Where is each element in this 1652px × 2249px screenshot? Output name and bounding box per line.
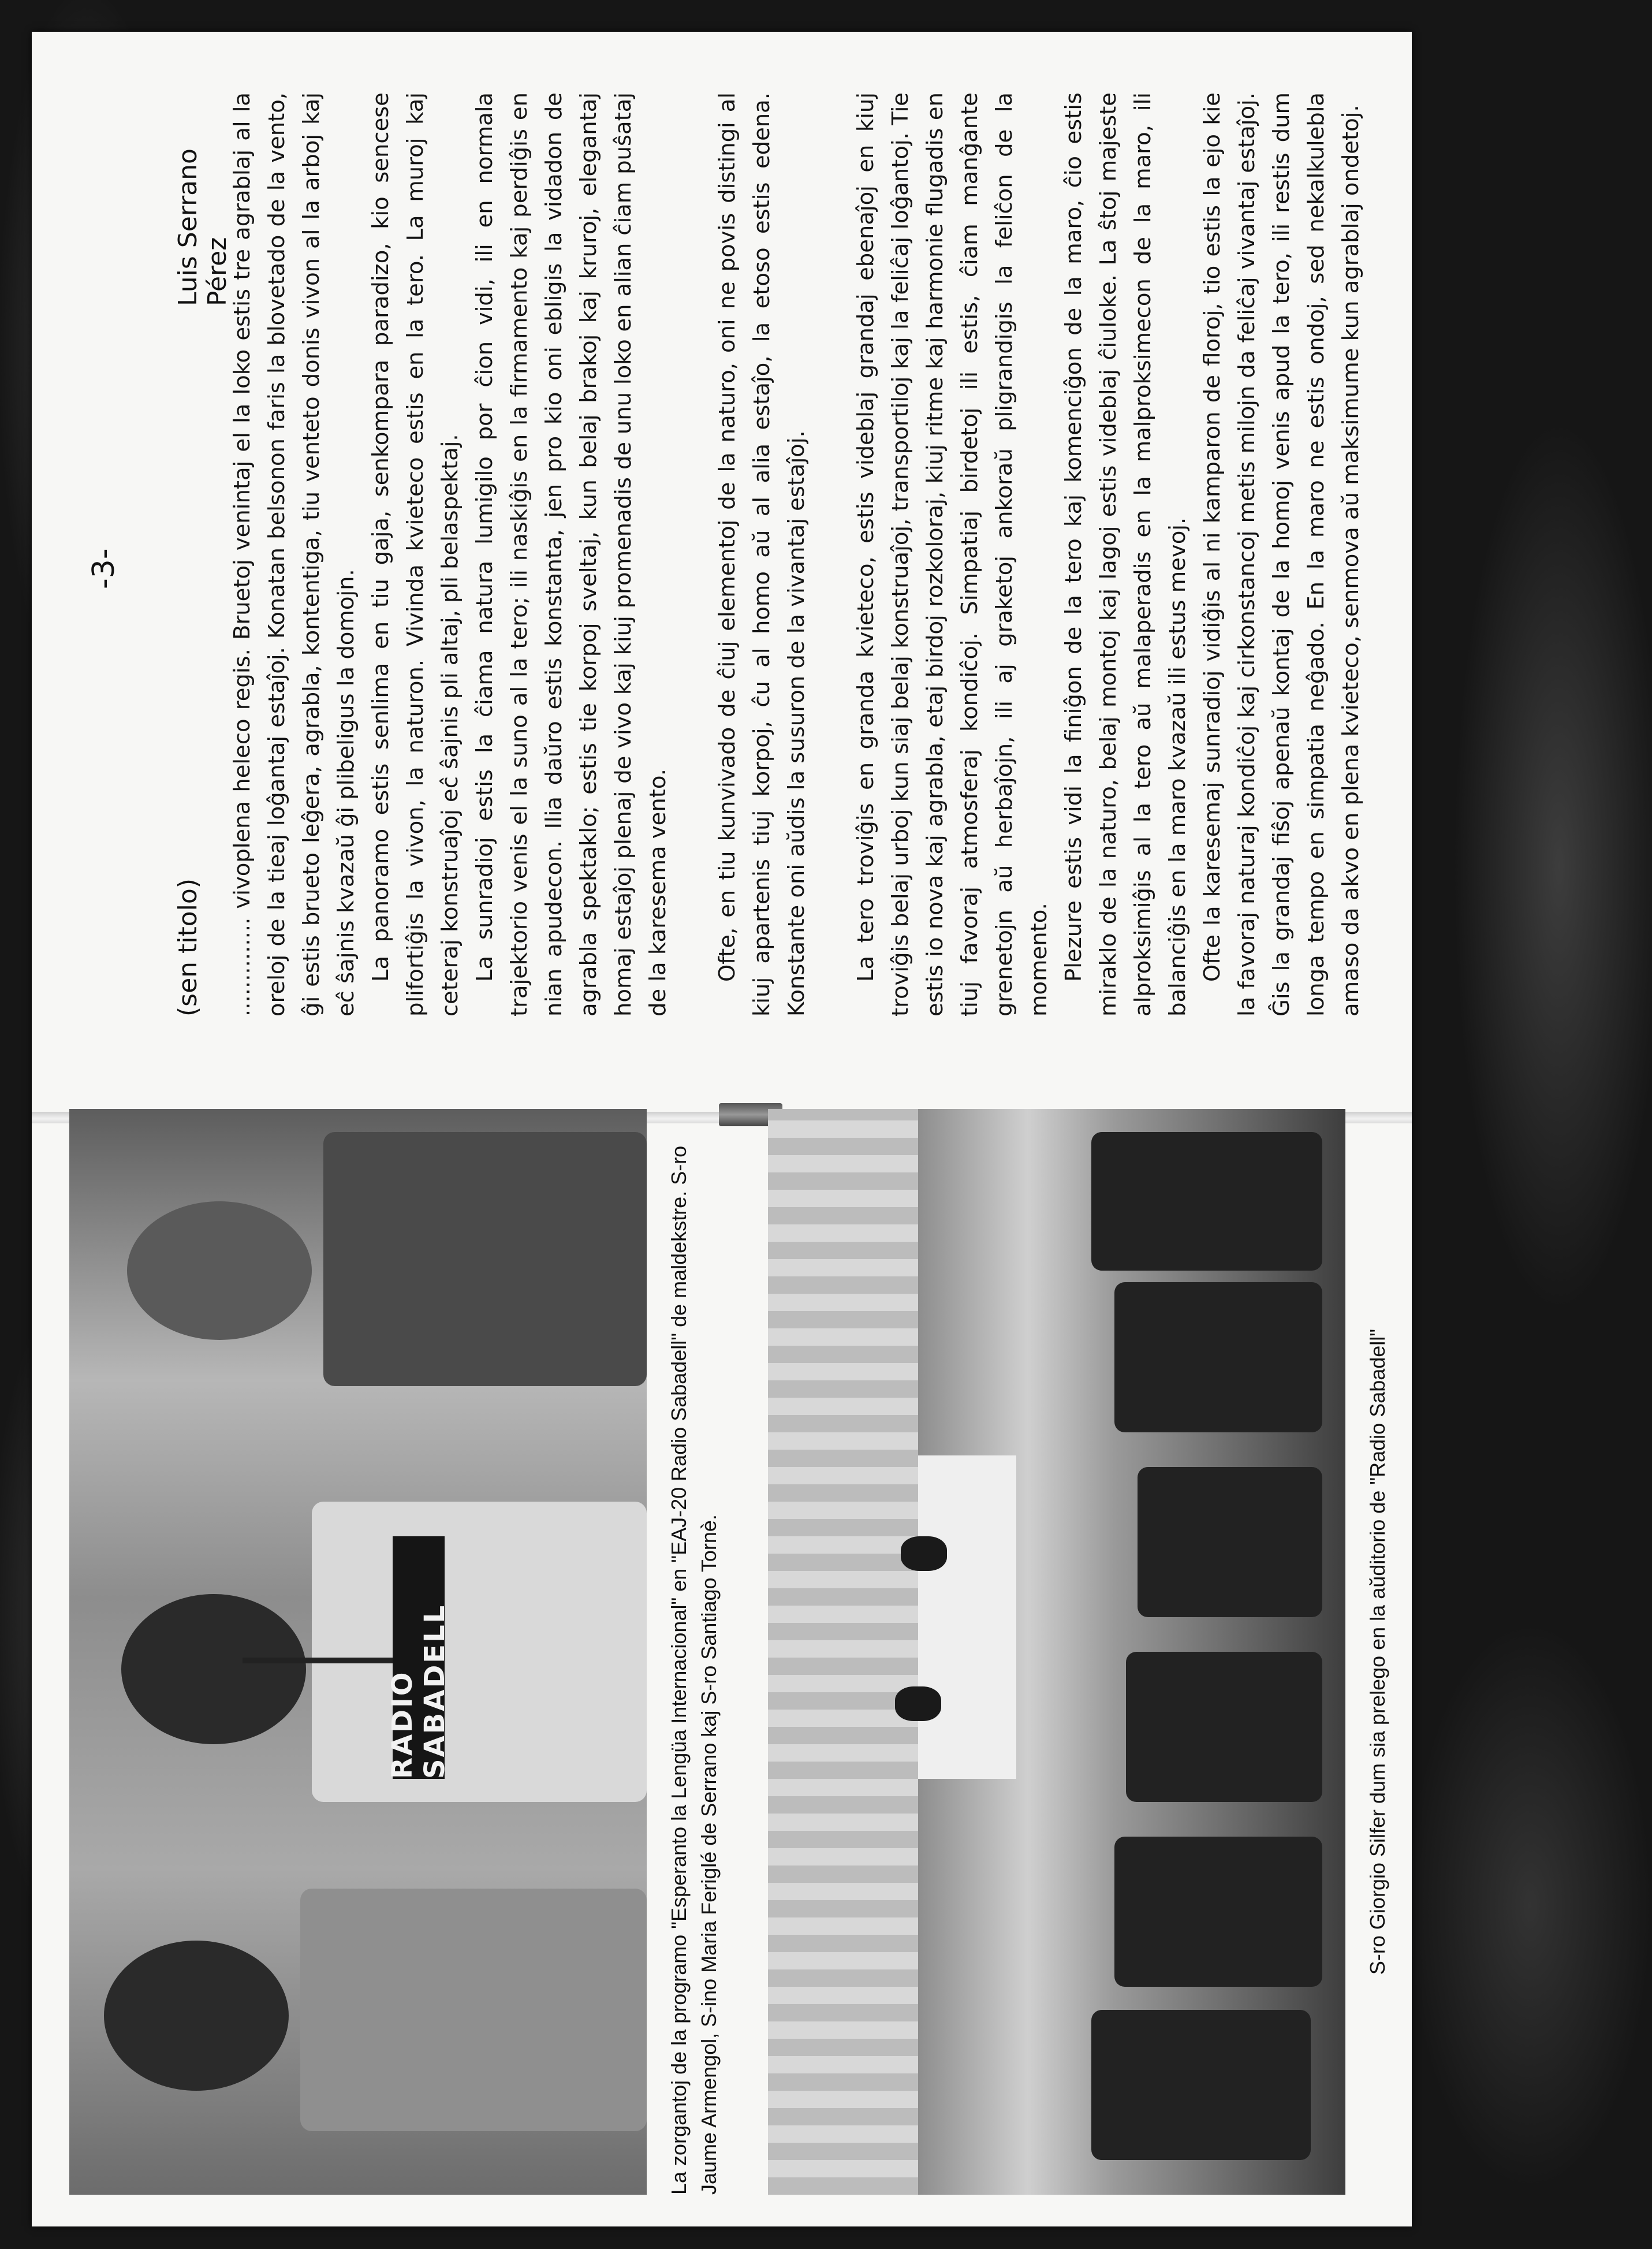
paragraph: La tero troviĝis en granda kvieteco, estis videblaj grandaj ebenaĵoj en kiuj troviĝis belaj urboj kun siaj belaj konstruaĵoj, transportiloj kaj la feliĉaj loĝantoj. Tie estis io nova kaj agrabla, etaj birdoj rozkoloraj, kiuj ritme kaj harmonie flugadis en tiuj favoraj atmosferaj kondiĉoj. Simpatiaj birdetoj ili estis, ĉiam manĝante grenetojn aŭ herbaĵojn, ili aj graketoj ankoraŭ pligrandigis la feliĉon de la momento. xyxy=(853,92,1052,1016)
radio-hosts-photo xyxy=(69,1109,647,2195)
page-number: -3- xyxy=(87,548,121,589)
audience-chair xyxy=(1114,1282,1322,1432)
person-left xyxy=(104,1941,289,2091)
radio-sign: RADIO SABADELL xyxy=(393,1536,445,1779)
article-subtitle: (sen titolo) xyxy=(173,878,203,1016)
photo-page xyxy=(69,1109,1409,2195)
photo-caption-2: S-ro Giorgio Silfer dum sia prelego en la aŭditorio de "Radio Sabadell" xyxy=(1366,1328,1389,1975)
person-right-body xyxy=(323,1132,647,1386)
audience-chair xyxy=(1126,1652,1322,1802)
paragraph: .............. vivoplena heleco regis. Bruetoj venintaj el la loko estis tre agrablaj al la oreloj de la tieaj loĝantaj estaĵoj. Konatan belsonon faris la blovetado de la vento, ĝi estis brueto leĝera, agrabla, kontentiga, tiu venteto donis vivon al la arboj kaj eĉ ŝajnis kvazaŭ ĝi plibeligus la domojn. xyxy=(229,92,359,1016)
paragraph: Ofte, en tiu kunvivado de ĉiuj elementoj de la naturo, oni ne povis distingi al kiuj apartenis tiuj korpoj, ĉu al homo aŭ al alia estaĵo, la etoso estis edena. Konstante oni aŭdis la susuron de la vivantaj estaĵoj. xyxy=(714,92,810,1016)
text-page xyxy=(87,75,1444,1028)
audience-chair xyxy=(1138,1467,1322,1617)
speaker-figure xyxy=(901,1536,947,1571)
audience-chair xyxy=(1114,1837,1322,1987)
audience-chair xyxy=(1091,2010,1311,2160)
person-center-body xyxy=(312,1502,647,1802)
auditorium-photo xyxy=(768,1109,1345,2195)
speaker-figure xyxy=(895,1686,941,1721)
audience-chair xyxy=(1091,1132,1322,1271)
curtain xyxy=(768,1109,918,2195)
article-author: Luis Serrano Pérez xyxy=(173,148,232,306)
article-body xyxy=(225,92,1368,1016)
paragraph: La sunradioj estis la ĉiama natura lumigilo por ĉion vidi, ili en normala trajektorio venis el la suno al la tero; ili naskiĝis en la firmamento kaj perdiĝis en nian apudecon. Ilia daŭro estis konstanta, jen pro kio oni ebligis la vidadon de agrabla spektaklo; estis tie korpoj sveltaj, kun belaj brakoj kaj kruroj, elegantaj homaj estaĵoj plenaj de vivo kaj kiuj promenadis de unu loko en alian ĉiam puŝataj de la karesema vento. xyxy=(472,92,671,1016)
person-center xyxy=(121,1594,306,1744)
microphone-icon xyxy=(243,1658,404,1663)
stage-table xyxy=(918,1455,1016,1779)
person-right xyxy=(127,1201,312,1340)
person-left-body xyxy=(300,1889,647,2131)
photo-caption-1: La zorgantoj de la programo "Esperanto la Lengüa Internacional" en "EAJ-20 Radio Sabadell" de maldekstre. S-ro Jaume Armengol, S-ino Maria Feriglé de Serrano kaj S-ro Santiago Tornè. xyxy=(667,1145,721,2195)
paragraph: Ofte la karesemaj sunradioj vidiĝis al ni kamparon de floroj, tio estis la ejo kie la favoraj naturaj kondiĉoj kaj cirkonstancoj metis milojn da feliĉaj vivantaj estaĵoj. Ĝis la grandaj fiŝoj apenaŭ kontaj de la homoj venis apud la tero, ili restis dum longa tempo en simpatia neĝado. En la maro ne estis ondoj, sed nekalkulebla amaso da akvo en plena kvieteco, senmova aŭ maksimume kun agrablaj ondetoj. xyxy=(1199,92,1364,1016)
paragraph: La panoramo estis senlima en tiu gaja, senkompara paradizo, kio sencese plifortiĝis la vivon, la naturon. Vivinda kvieteco estis en la tero. La muroj kaj ceteraj konstruaĵoj eĉ ŝajnis pli altaj, pli belaspektaj. xyxy=(368,92,463,1016)
paragraph: Plezure estis vidi la finiĝon de la tero kaj komenciĝon de la maro, ĉio estis miraklo de la naturo, belaj montoj kaj lagoj estis videblaj ĉiulokе. La ŝtoj majeste alproksimiĝis al la tero aŭ malaperadis en la malproksimecon de la maro, ili balanciĝis en la maro kvazaŭ ili estus mevoj. xyxy=(1061,92,1191,1016)
